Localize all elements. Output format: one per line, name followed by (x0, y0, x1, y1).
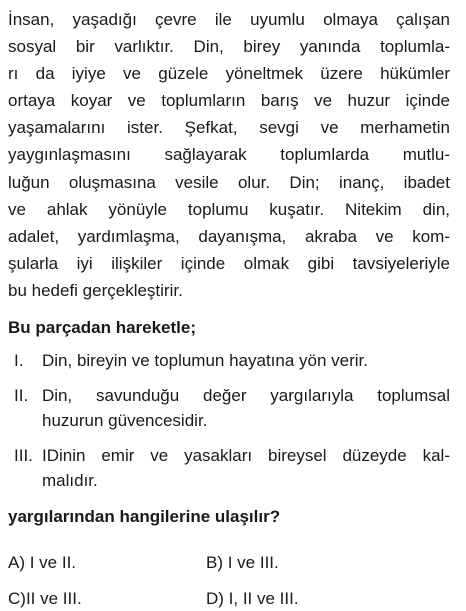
statement-line: malıdır. (42, 471, 98, 491)
statement-line: Din, bireyin ve toplumun hayatına yön verir. (42, 351, 369, 371)
option-c[interactable]: C)II ve III. (8, 589, 82, 609)
statement-number: II. (14, 386, 29, 406)
answer-options (8, 551, 450, 611)
question-prompt: yargılarından hangilerine ulaşılır? (8, 507, 281, 527)
passage-line: ortaya koyar ve toplumların barış ve huzur içinde (8, 91, 450, 111)
passage-line: ve ahlak yönüyle toplumu kuşatır. Nitekim din, (8, 199, 450, 219)
statement-text (42, 348, 450, 373)
passage-line: rı da iyiye ve güzele yöneltmek üzere hükümler (8, 64, 450, 84)
statement-2 (8, 383, 450, 433)
statement-line: IDinin emir ve yasakları bireysel düzeyde kal- (42, 446, 450, 466)
option-a[interactable]: A) I ve II. (8, 553, 77, 573)
statement-number: I. (14, 351, 24, 371)
statement-1 (8, 348, 450, 373)
passage-line: bu hedefi gerçekleştirir. (8, 280, 183, 300)
passage-line: şularla iyi ilişkiler içinde olmak gibi tavsiyeleriyle (8, 253, 450, 273)
passage-line: yaygınlaşmasını sağlayarak toplumlarda mutlu- (8, 145, 450, 165)
passage-line: yaşamalarını ister. Şefkat, sevgi ve merhametin (8, 118, 450, 138)
passage-line: İnsan, yaşadığı çevre ile uyumlu olmaya çalışan (8, 10, 450, 29)
statement-number: III. (14, 446, 33, 466)
statement-list (8, 348, 450, 493)
option-d[interactable]: D) I, II ve III. (206, 589, 299, 609)
option-b[interactable]: B) I ve III. (206, 553, 279, 573)
statement-text (42, 383, 450, 433)
question-card (8, 6, 450, 611)
statement-line: Din, savunduğu değer yargılarıyla toplumsal (42, 386, 450, 406)
passage-line: luğun oluşmasına vesile olur. Din; inanç, ibadet (8, 172, 450, 192)
passage-line: sosyal bir varlıktır. Din, birey yanında toplumla- (8, 37, 450, 57)
statement-text (42, 443, 450, 493)
reading-passage (8, 6, 450, 304)
question-stem: Bu parçadan hareketle; (8, 318, 197, 338)
statement-3 (8, 443, 450, 493)
passage-line: adalet, yardımlaşma, dayanışma, akraba ve kom- (8, 226, 450, 246)
statement-line: huzurun güvencesidir. (42, 411, 208, 431)
